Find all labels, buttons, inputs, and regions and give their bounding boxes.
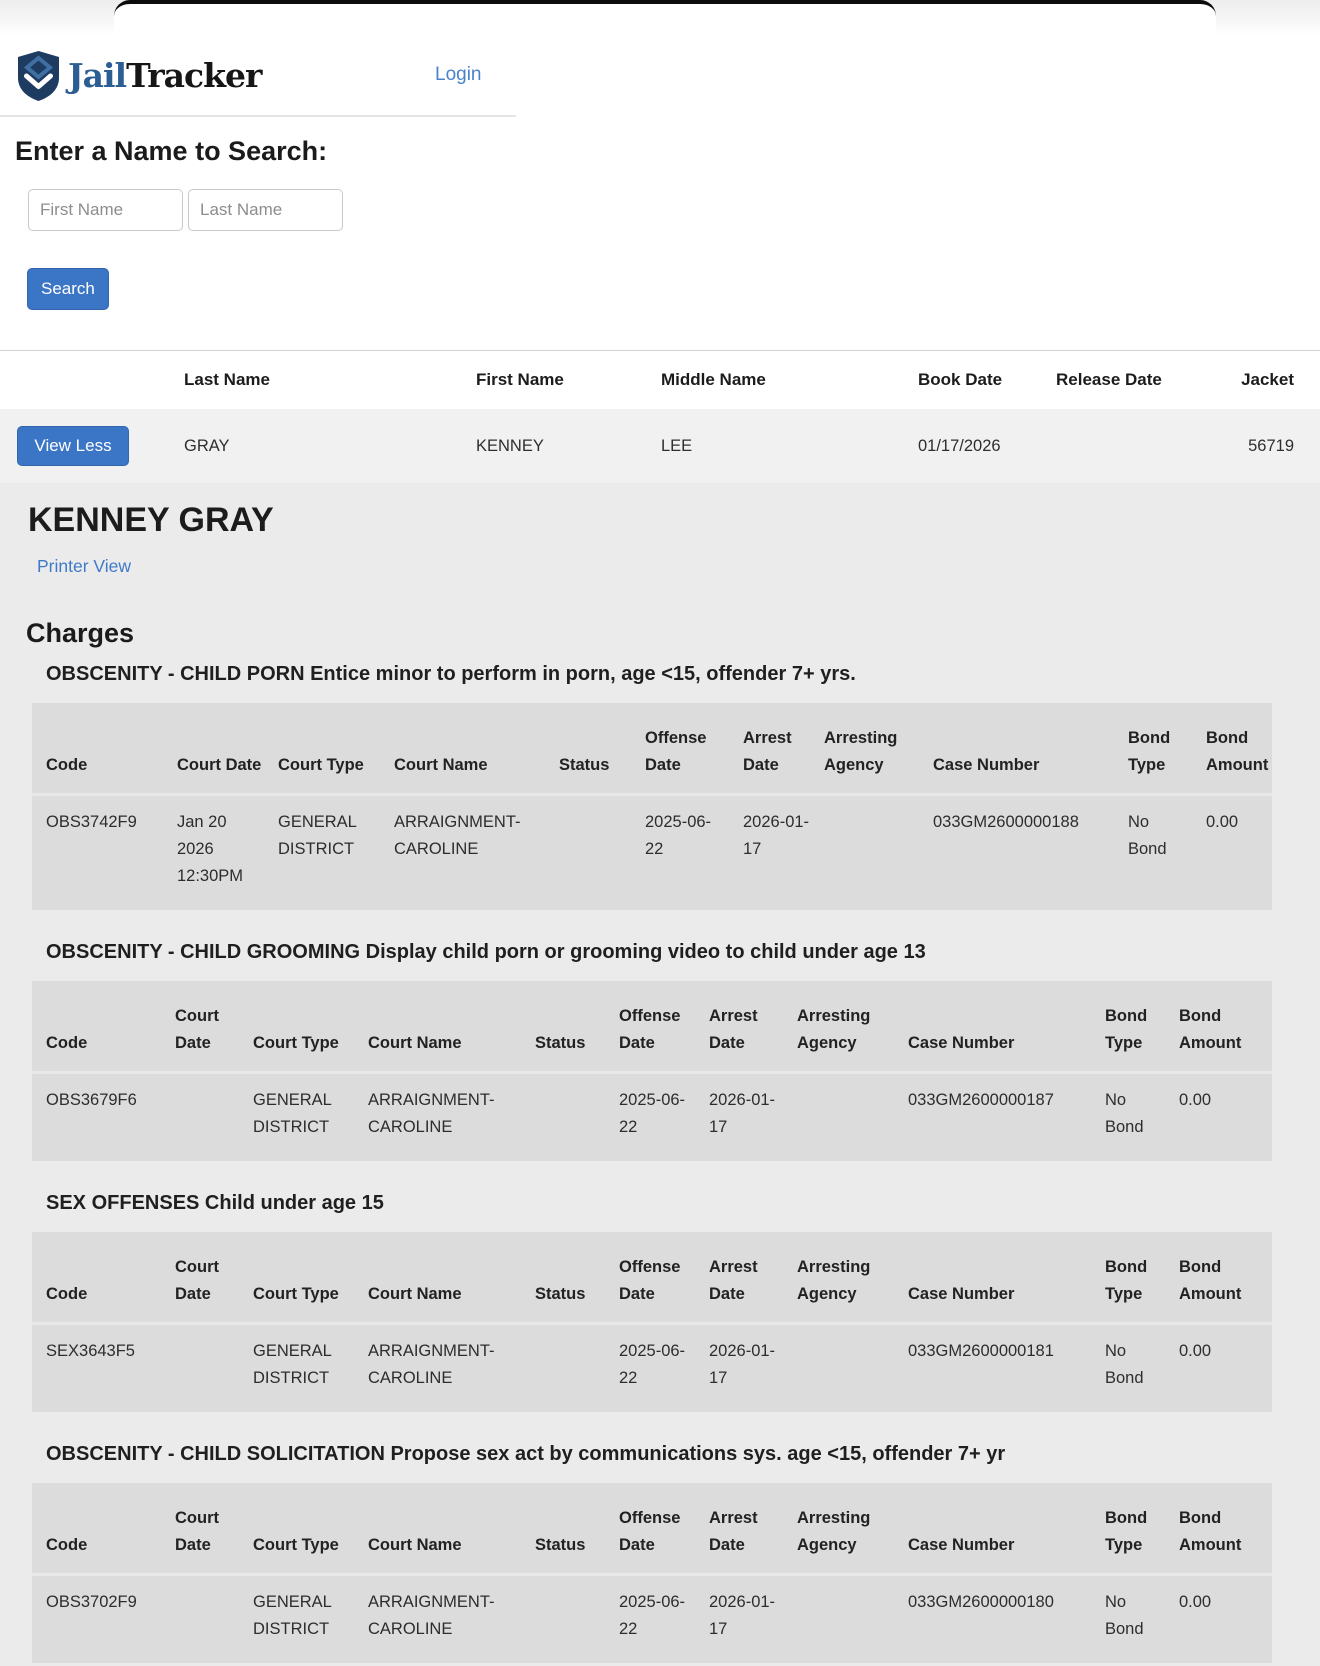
charge-col-header: Court Date xyxy=(177,756,262,774)
charge-title: OBSCENITY - CHILD GROOMING Display child porn or grooming video to child under age 13 xyxy=(46,941,926,963)
result-row-actions xyxy=(0,426,171,466)
charge-cell: GENERAL DISTRICT xyxy=(253,1324,368,1413)
jailtracker-logo[interactable] xyxy=(18,51,261,101)
charge-col-header: Case Number xyxy=(908,1034,1015,1052)
charge-col-header: Court Type xyxy=(278,756,364,774)
charge-col-header: Court Type xyxy=(253,1285,339,1303)
charge-col-header: Code xyxy=(46,1536,88,1554)
last-name-input[interactable] xyxy=(188,189,343,231)
charge-cell: No Bond xyxy=(1105,1073,1179,1162)
charges-list xyxy=(0,662,1320,1663)
cell-book-date: 01/17/2026 xyxy=(918,436,1001,455)
charge-cell xyxy=(797,1073,908,1162)
charge-col-header: Code xyxy=(46,1034,88,1052)
charge-col-header: Case Number xyxy=(908,1285,1015,1303)
charge-cell: No Bond xyxy=(1105,1324,1179,1413)
charge-col-header: Arrest Date xyxy=(743,729,792,774)
charge-cell: 033GM2600000181 xyxy=(908,1324,1105,1413)
charge-cell xyxy=(175,1575,253,1664)
charge-col-header: Code xyxy=(46,756,88,774)
charge-header-row xyxy=(32,981,1272,1073)
cell-middle-name: LEE xyxy=(661,436,693,455)
charge-col-header: Bond Type xyxy=(1105,1007,1148,1052)
charge-data-row xyxy=(32,1575,1272,1664)
logo-text xyxy=(68,51,261,101)
charge-col-header: Status xyxy=(535,1034,586,1052)
charge-col-header: Arresting Agency xyxy=(824,729,898,774)
col-header-book-date: Book Date xyxy=(918,370,1003,389)
charge-cell xyxy=(797,1575,908,1664)
col-header-jacket: Jacket xyxy=(1241,370,1294,389)
charge-col-header: Arrest Date xyxy=(709,1258,758,1303)
charge-cell: 2025-06-22 xyxy=(619,1073,709,1162)
charge-cell: OBS3742F9 xyxy=(32,795,177,911)
charge-header-row xyxy=(32,1483,1272,1575)
inmate-name: KENNEY GRAY xyxy=(28,501,274,539)
charge-header-row xyxy=(32,703,1272,795)
result-row xyxy=(0,409,1320,483)
charge-col-header: Arrest Date xyxy=(709,1007,758,1052)
charge-cell xyxy=(535,1073,619,1162)
login-link[interactable]: Login xyxy=(435,64,482,85)
search-heading: Enter a Name to Search: xyxy=(15,136,328,166)
charge-col-header: Arresting Agency xyxy=(797,1509,871,1554)
first-name-input[interactable] xyxy=(28,189,183,231)
results-header-row xyxy=(0,351,1320,409)
charge-cell: ARRAIGNMENT-CAROLINE xyxy=(394,795,559,911)
charge-col-header: Bond Amount xyxy=(1179,1509,1242,1554)
site-header xyxy=(0,36,1320,117)
charge-col-header: Status xyxy=(535,1536,586,1554)
charge-cell: 2026-01-17 xyxy=(743,795,824,911)
charge-cell: 033GM2600000188 xyxy=(933,795,1128,911)
charge-cell: GENERAL DISTRICT xyxy=(253,1073,368,1162)
charge-cell: 2026-01-17 xyxy=(709,1073,797,1162)
charge-header-row xyxy=(32,1232,1272,1324)
charge-col-header: Bond Amount xyxy=(1179,1007,1242,1052)
charge-table xyxy=(32,703,1272,910)
charge-col-header: Arresting Agency xyxy=(797,1007,871,1052)
window-top-edge xyxy=(114,0,1216,36)
logo-word-jail: Jail xyxy=(68,56,127,95)
charge-cell xyxy=(535,1324,619,1413)
charge-section xyxy=(0,1191,1320,1412)
charge-data-row xyxy=(32,1073,1272,1162)
charge-cell: GENERAL DISTRICT xyxy=(253,1575,368,1664)
col-header-first-name: First Name xyxy=(476,370,564,389)
charge-table xyxy=(32,1232,1272,1412)
charge-cell: 2025-06-22 xyxy=(619,1324,709,1413)
charge-cell xyxy=(559,795,645,911)
charge-cell: 2026-01-17 xyxy=(709,1575,797,1664)
charge-title: OBSCENITY - CHILD PORN Entice minor to perform in porn, age <15, offender 7+ yrs. xyxy=(46,663,856,685)
charge-table xyxy=(32,981,1272,1161)
charge-cell: ARRAIGNMENT-CAROLINE xyxy=(368,1073,535,1162)
inmate-detail-panel xyxy=(0,483,1320,1666)
charge-col-header: Court Date xyxy=(175,1509,219,1554)
search-section xyxy=(0,117,1320,350)
cell-first-name: KENNEY xyxy=(476,436,544,455)
charge-cell xyxy=(535,1575,619,1664)
charge-cell: 033GM2600000180 xyxy=(908,1575,1105,1664)
col-header-release-date: Release Date xyxy=(1056,370,1162,389)
printer-view-link[interactable]: Printer View xyxy=(37,556,132,576)
col-header-last-name: Last Name xyxy=(184,370,270,389)
charge-cell: OBS3702F9 xyxy=(32,1575,175,1664)
charge-col-header: Court Date xyxy=(175,1007,219,1052)
charge-col-header: Court Type xyxy=(253,1034,339,1052)
charge-col-header: Court Name xyxy=(368,1285,462,1303)
charge-cell: 0.00 xyxy=(1206,795,1272,911)
search-button[interactable]: Search xyxy=(27,268,109,310)
view-less-button[interactable]: View Less xyxy=(17,426,129,466)
charge-col-header: Offense Date xyxy=(619,1007,681,1052)
shield-logo-icon xyxy=(18,51,59,101)
charge-col-header: Case Number xyxy=(933,756,1040,774)
charge-col-header: Court Date xyxy=(175,1258,219,1303)
charge-cell: No Bond xyxy=(1105,1575,1179,1664)
charge-cell: 2025-06-22 xyxy=(645,795,743,911)
charge-cell: ARRAIGNMENT-CAROLINE xyxy=(368,1575,535,1664)
charge-cell: 2026-01-17 xyxy=(709,1324,797,1413)
charge-col-header: Bond Amount xyxy=(1179,1258,1242,1303)
results-table xyxy=(0,350,1320,483)
header-divider xyxy=(0,115,516,117)
search-fields xyxy=(28,189,1320,231)
charge-cell xyxy=(797,1324,908,1413)
charge-cell: OBS3679F6 xyxy=(32,1073,175,1162)
charge-col-header: Case Number xyxy=(908,1536,1015,1554)
charge-data-row xyxy=(32,1324,1272,1413)
charge-cell: SEX3643F5 xyxy=(32,1324,175,1413)
charge-cell: No Bond xyxy=(1128,795,1206,911)
charge-col-header: Court Name xyxy=(394,756,488,774)
charge-cell: GENERAL DISTRICT xyxy=(278,795,394,911)
charge-cell xyxy=(824,795,933,911)
charge-col-header: Status xyxy=(535,1285,586,1303)
charge-col-header: Offense Date xyxy=(619,1509,681,1554)
charge-section xyxy=(0,662,1320,910)
charges-heading: Charges xyxy=(26,618,135,648)
charge-data-row xyxy=(32,795,1272,911)
charge-col-header: Court Type xyxy=(253,1536,339,1554)
charge-col-header: Arrest Date xyxy=(709,1509,758,1554)
charge-cell: 0.00 xyxy=(1179,1073,1272,1162)
charge-col-header: Court Name xyxy=(368,1536,462,1554)
charge-col-header: Status xyxy=(559,756,610,774)
col-header-middle-name: Middle Name xyxy=(661,370,766,389)
charge-col-header: Code xyxy=(46,1285,88,1303)
charge-col-header: Arresting Agency xyxy=(797,1258,871,1303)
charge-cell: 2025-06-22 xyxy=(619,1575,709,1664)
charge-cell: 033GM2600000187 xyxy=(908,1073,1105,1162)
charge-col-header: Bond Type xyxy=(1105,1258,1148,1303)
charge-table xyxy=(32,1483,1272,1663)
logo-word-tracker: Tracker xyxy=(126,56,262,95)
charge-col-header: Bond Amount xyxy=(1206,729,1269,774)
charge-col-header: Bond Type xyxy=(1105,1509,1148,1554)
charge-cell xyxy=(175,1073,253,1162)
charge-cell xyxy=(175,1324,253,1413)
charge-title: OBSCENITY - CHILD SOLICITATION Propose sex act by communications sys. age <15, offender 7+ yr xyxy=(46,1443,1006,1465)
charge-title: SEX OFFENSES Child under age 15 xyxy=(46,1192,384,1214)
charge-cell: Jan 20 2026 12:30PM xyxy=(177,795,278,911)
charge-cell: 0.00 xyxy=(1179,1324,1272,1413)
charge-section xyxy=(0,1442,1320,1663)
charge-cell: ARRAIGNMENT-CAROLINE xyxy=(368,1324,535,1413)
window-chrome xyxy=(0,0,1320,36)
cell-jacket: 56719 xyxy=(1248,436,1294,455)
charge-col-header: Offense Date xyxy=(619,1258,681,1303)
charge-section xyxy=(0,940,1320,1161)
charge-cell: 0.00 xyxy=(1179,1575,1272,1664)
charge-col-header: Court Name xyxy=(368,1034,462,1052)
charge-col-header: Bond Type xyxy=(1128,729,1171,774)
charge-col-header: Offense Date xyxy=(645,729,707,774)
cell-last-name: GRAY xyxy=(184,436,230,455)
